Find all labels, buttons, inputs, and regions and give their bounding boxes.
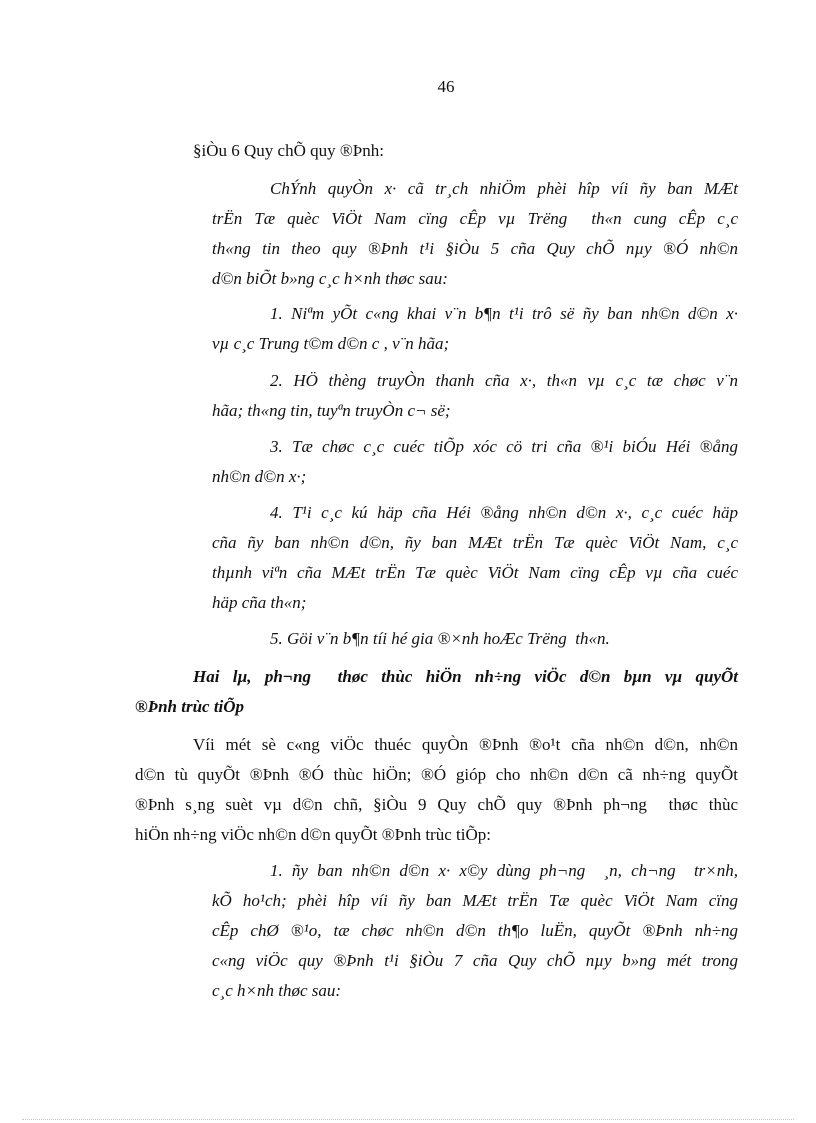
text-line: 1. Niªm yÕt c«ng khai v¨n b¶n t¹i trô së ñy ban nh©n d©n x· [270,304,738,323]
text-line: Hai lµ, ph¬ng thøc thùc hiÖn nh÷ng viÖc d©n bµn vµ quyÕt [193,667,738,686]
text-line: c¸c h×nh thøc sau: [212,981,342,1000]
list-item-4 [212,498,738,618]
list-item-6 [212,856,738,1006]
page-number: 46 [437,77,455,96]
article-6-heading [193,136,384,166]
text-line: ChÝnh quyÒn x· cã tr¸ch nhiÖm phèi hîp víi ñy ban MÆt [270,179,738,198]
article-6-heading-text: §iÒu 6 Quy chÕ quy ®Þnh: [193,141,384,160]
text-line: c«ng viÖc quy ®Þnh t¹i §iÒu 7 cña Quy chÕ nµy b»ng mét trong [212,951,738,970]
text-line: hiÖn nh÷ng viÖc nh©n d©n quyÕt ®Þnh trùc tiÕp: [135,825,491,844]
text-line: d©n tù quyÕt ®Þnh ®Ó thùc hiÖn; ®Ó gióp cho nh©n d©n cã nh÷ng quyÕt [135,765,738,784]
text-line: cÊp chØ ®¹o, tæ chøc nh©n d©n th¶o luËn, quyÕt ®Þnh nh÷ng [212,921,738,940]
page-bottom-divider [22,1119,794,1120]
text-line: 2. HÖ thèng truyÒn thanh cña x·, th«n vµ c¸c tæ chøc v¨n [270,371,738,390]
text-line: thµnh viªn cña MÆt trËn Tæ quèc ViÖt Nam cïng cÊp vµ cña cuéc [212,563,738,582]
text-line: 1. ñy ban nh©n d©n x· x©y dùng ph¬ng ¸n, ch¬ng tr×nh, [270,861,738,880]
paragraph-direct-decision [135,730,738,850]
list-item-2 [212,366,738,426]
text-line: cña ñy ban nh©n d©n, ñy ban MÆt trËn Tæ quèc ViÖt Nam, c¸c [212,533,738,552]
section-heading [135,662,738,722]
list-item-1 [212,299,738,359]
text-line: kÕ ho¹ch; phèi hîp víi ñy ban MÆt trËn Tæ quèc ViÖt Nam cïng [212,891,738,910]
list-item-3 [212,432,738,492]
text-line: 4. T¹i c¸c kú häp cña Héi ®ång nh©n d©n x·, c¸c cuéc häp [270,503,738,522]
text-line: trËn Tæ quèc ViÖt Nam cïng cÊp vµ Trëng th«n cung cÊp c¸c [212,209,738,228]
text-line: d©n biÕt b»ng c¸c h×nh thøc sau: [212,269,448,288]
text-line: Víi mét sè c«ng viÖc thuéc quyÒn ®Þnh ®o¹t cña nh©n d©n, nh©n [193,735,738,754]
text-line: hãa; th«ng tin, tuyªn truyÒn c¬ së; [212,401,451,420]
paragraph-obligation [212,174,738,294]
text-line: ®Þnh trùc tiÕp [135,697,245,716]
text-line: 3. Tæ chøc c¸c cuéc tiÕp xóc cö tri cña ®¹i biÓu Héi ®ång [270,437,738,456]
text-line: ®Þnh s¸ng suèt vµ d©n chñ, §iÒu 9 Quy chÕ quy ®Þnh ph¬ng thøc thùc [135,795,738,814]
text-line: th«ng tin theo quy ®Þnh t¹i §iÒu 5 cña Quy chÕ nµy ®Ó nh©n [212,239,738,258]
text-line: häp cña th«n; [212,593,307,612]
text-line: 5. Göi v¨n b¶n tíi hé gia ®×nh hoÆc Trëng th«n. [270,629,610,648]
text-line: vµ c¸c Trung t©m d©n c , v¨n hãa; [212,334,450,353]
list-item-5 [270,624,610,654]
text-line: nh©n d©n x·; [212,467,307,486]
